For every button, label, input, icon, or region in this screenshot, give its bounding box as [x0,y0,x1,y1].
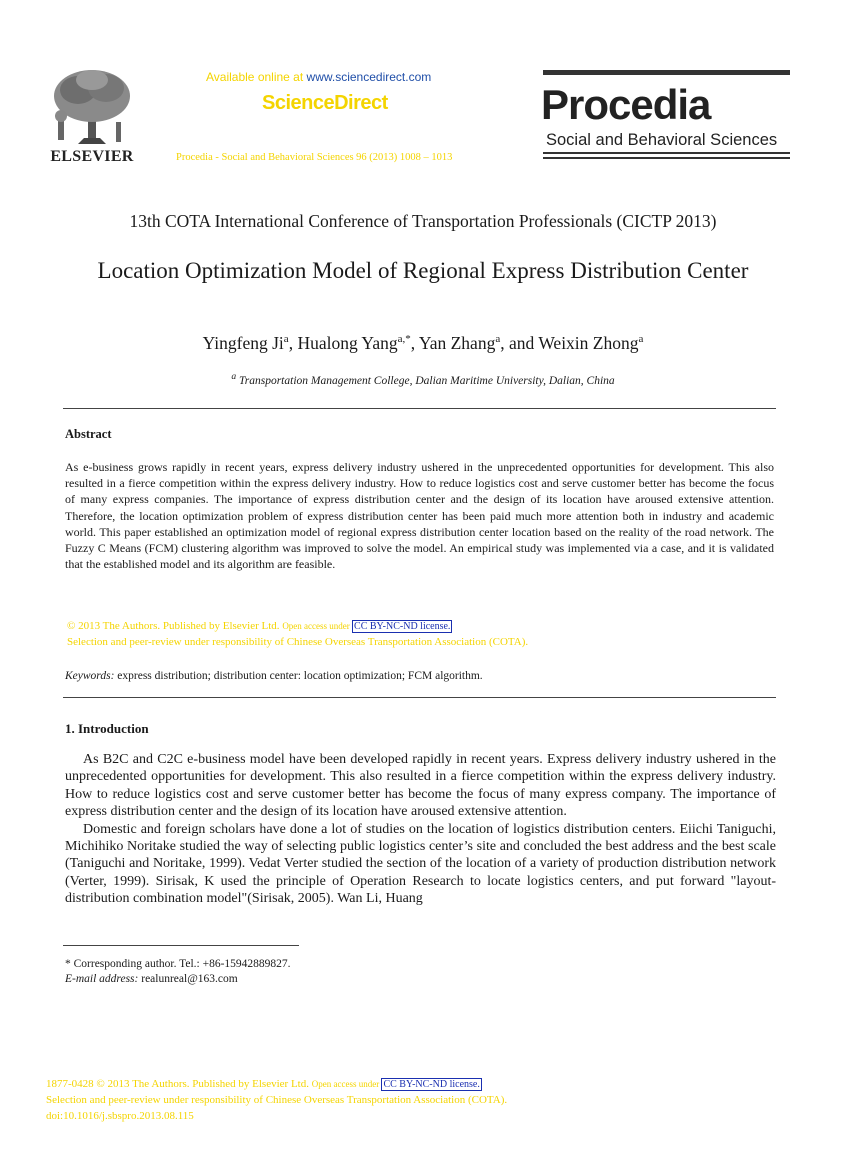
open-access-text: Open access under [311,1079,382,1089]
sciencedirect-logo: ScienceDirect [262,92,388,114]
paragraph: As B2C and C2C e-business model have been developed rapidly in recent years. Express delivery industry ushered in the unprecedented opportunities for development. This also resulted in a fierce competition within the express delivery industry. How to reduce logistics cost and serve customer better has become the focus of many express company. The importance of express distribution center and the design of its location have aroused extensive attention. [65,752,776,820]
conference-name: 13th COTA International Conference of Transportation Professionals (CICTP 2013) [129,211,717,231]
journal-reference: Procedia - Social and Behavioral Sciences 96 (2013) 1008 – 1013 [176,152,453,163]
keywords [65,670,483,682]
available-online [206,70,431,84]
open-access-text: Open access under [282,621,353,631]
doi[interactable]: doi:10.1016/j.sbspro.2013.08.115 [46,1110,194,1122]
issn-text: 1877-0428 © 2013 The Authors. Published by Elsevier Ltd. [46,1078,312,1090]
affiliation-sup: a [231,371,237,382]
keywords-label: Keywords: [65,670,115,682]
author-name: Hualong Yang [297,333,398,353]
author-sup: a,* [397,333,411,346]
author-sup: a [495,333,501,346]
author-name: Yingfeng Ji [202,333,284,353]
abstract-text: As e-business grows rapidly in recent years, express delivery industry ushered in the unprecedented opportunities for development. This also resulted in a fierce competition within the express delivery industry. How to reduce logistics cost and serve customer better has become the focus of many express companies. The importance of express distribution center and the design of its location have aroused extensive attention. Therefore, the location optimization problem of express distribution center has been paid much more attention both in industry and academic world. This paper established an optimization model of regional express distribution center location based on the reality of the road network. The Fuzzy C Means (FCM) clustering algorithm was improved to solve the model. An empirical study was implemented via a case, and it is validated that the established model and its algorithm are feasible. [65,460,774,572]
author-name: Yan Zhang [418,333,496,353]
author-sup: a [638,333,644,346]
author-list [0,333,846,354]
keywords-text: express distribution; distribution center: location optimization; FCM algorithm. [114,670,483,682]
email-label: E-mail address: [65,973,139,985]
issn-copyright-line [46,1078,482,1090]
divider-top [63,408,776,409]
paragraph: Domestic and foreign scholars have done a lot of studies on the location of logistics distribution centers. Eiichi Taniguchi, Michihiko Noritake studied the way of selecting public logistics center’s site and concluded the best address and the best scale (Taniguchi and Noritake, 1999). Vedat Verter studied the section of the location of a variety of production distribution network (Verter, 1999). Sirisak, K used the principle of Operation Research to locate logistics centers, and put forward "layout-distribution combination model"(Sirisak, 2005). Wan Li, Huang [65,821,776,907]
footnote-rule [63,945,299,946]
procedia-subtitle: Social and Behavioral Sciences [546,131,778,149]
author-sep: , [410,333,419,353]
author-sep: , and [500,333,539,353]
procedia-rule-bottom-2 [543,157,790,159]
email-address: realunreal@163.com [138,973,238,985]
section-heading: 1. Introduction [65,721,149,736]
elsevier-tree-logo [48,66,136,148]
procedia-logo: Procedia [541,81,711,128]
introduction-body [65,751,776,908]
affiliation-text: Transportation Management College, Dalian Maritime University, Dalian, China [236,374,615,387]
available-prefix: Available online at [206,70,307,84]
sciencedirect-link[interactable]: www.sciencedirect.com [306,70,432,84]
author-sep: , [288,333,298,353]
author-name: Weixin Zhong [538,333,639,353]
peer-review-line: Selection and peer-review under responsibility of Chinese Overseas Transportation Association (COTA). [46,1094,508,1106]
author-sup: a [283,333,289,346]
copyright-text: © 2013 The Authors. Published by Elsevier Ltd. [67,620,283,632]
paper-title: Location Optimization Model of Regional Express Distribution Center [97,258,749,283]
affiliation [0,371,846,387]
corresponding-author: * Corresponding author. Tel.: +86-15942889827. [65,958,291,970]
divider-bottom [63,697,776,698]
email-footnote [65,973,238,985]
peer-review-line: Selection and peer-review under responsibility of Chinese Overseas Transportation Association (COTA). [67,636,529,648]
procedia-rule-bottom [543,152,790,154]
procedia-rule-top [543,70,790,75]
copyright-line [67,620,452,632]
license-link[interactable]: CC BY-NC-ND license. [383,1079,480,1090]
abstract-heading: Abstract [65,427,112,441]
license-link[interactable]: CC BY-NC-ND license. [354,621,451,632]
elsevier-wordmark: ELSEVIER [50,148,134,165]
